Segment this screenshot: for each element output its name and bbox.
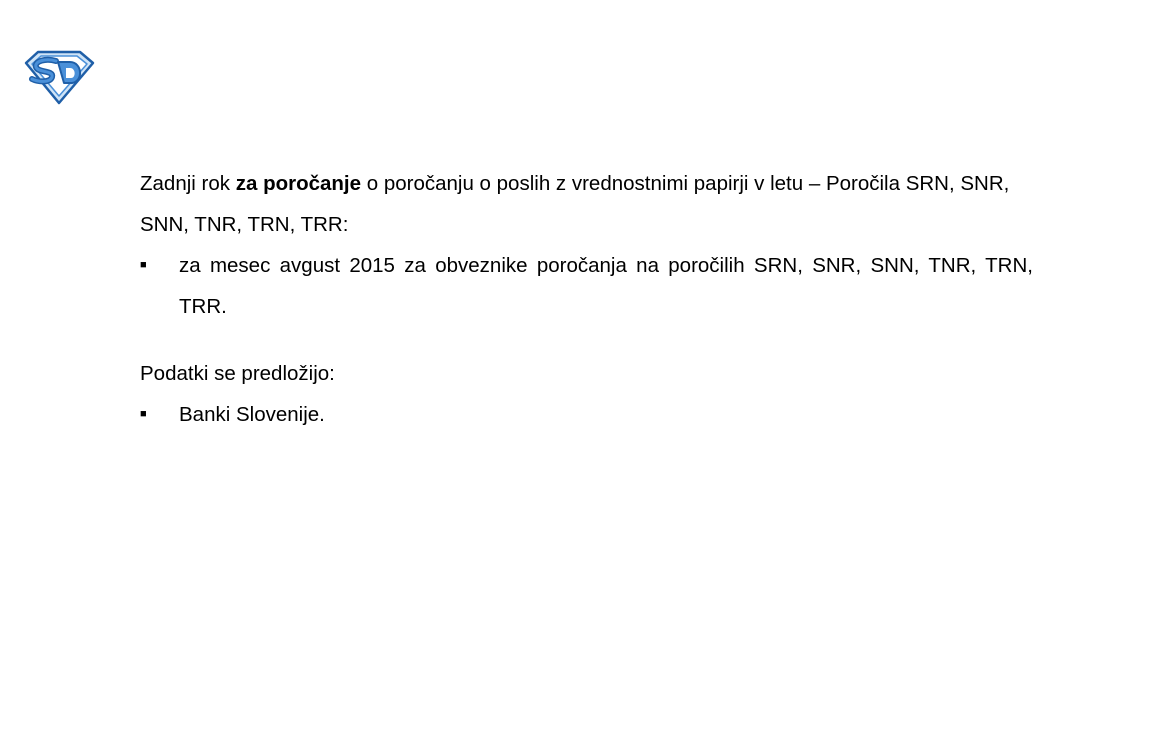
document-body bbox=[140, 163, 1033, 435]
bullet-icon: ■ bbox=[140, 259, 147, 271]
bullet-text: Banki Slovenije. bbox=[179, 403, 325, 426]
submission-heading: Podatki se predložijo: bbox=[140, 362, 335, 385]
intro-text-end: o poročanju o poslih z vrednostnimi papirji v letu – Poročila SRN, SNR, SNN, TNR, TRN, TRR: bbox=[140, 172, 1010, 236]
intro-text-start: Zadnji rok bbox=[140, 172, 236, 195]
list-item bbox=[140, 394, 1033, 435]
list-item bbox=[140, 245, 1033, 327]
bullet-icon: ■ bbox=[140, 408, 147, 420]
intro-text-bold: za poročanje bbox=[235, 172, 362, 195]
sd-logo bbox=[22, 49, 96, 105]
bullet-text: za mesec avgust 2015 za obveznike poročanja na poročilih SRN, SNR, SNN, TNR, TRN, TRR. bbox=[179, 254, 1033, 318]
spacer bbox=[140, 327, 1033, 353]
deadline-paragraph bbox=[140, 163, 1033, 245]
